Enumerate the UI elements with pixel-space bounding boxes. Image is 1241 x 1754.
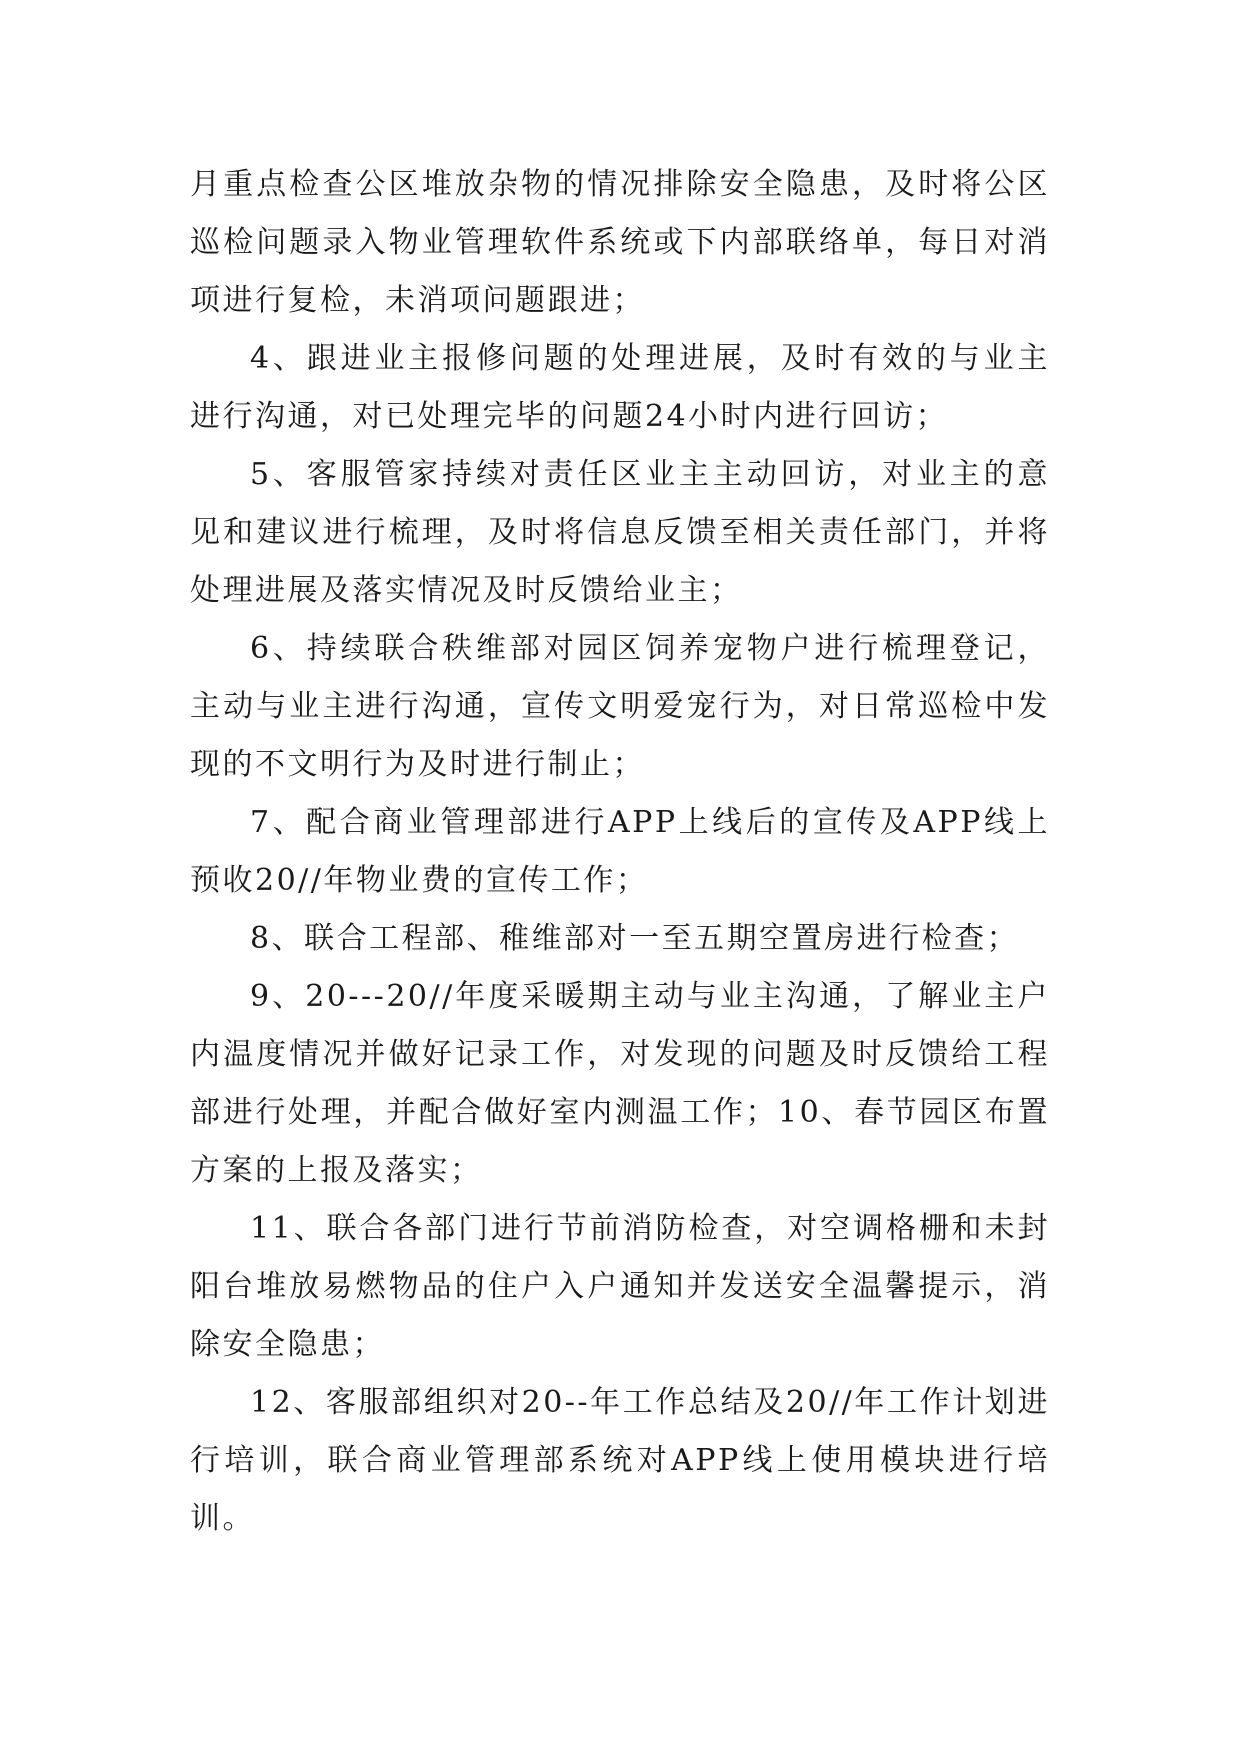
paragraph-item-5: 5、客服管家持续对责任区业主主动回访，对业主的意见和建议进行梳理，及时将信息反馈至相关责任部门，并将处理进展及落实情况及时反馈给业主； (190, 457, 1050, 608)
document-body (190, 156, 1050, 1548)
paragraph-item-6: 6、持续联合秩维部对园区饲养宠物户进行梳理登记，主动与业主进行沟通，宣传文明爱宠行为，对日常巡检中发现的不文明行为及时进行制止； (190, 631, 1050, 782)
paragraph-item-7: 7、配合商业管理部进行APP上线后的宣传及APP线上预收20//年物业费的宣传工作； (190, 805, 1050, 898)
paragraph-item-9-10: 9、20---20//年度采暖期主动与业主沟通，了解业主户内温度情况并做好记录工作，对发现的问题及时反馈给工程部进行处理，并配合做好室内测温工作；10、春节园区布置方案的上报及落实； (190, 979, 1050, 1188)
paragraph-item-8: 8、联合工程部、稚维部对一至五期空置房进行检查； (250, 921, 1020, 956)
paragraph-continuation: 月重点检查公区堆放杂物的情况排除安全隐患，及时将公区巡检问题录入物业管理软件系统或下内部联络单，每日对消项进行复检，未消项问题跟进； (190, 167, 1050, 318)
paragraph-item-12: 12、客服部组织对20--年工作总结及20//年工作计划进行培训，联合商业管理部系统对APP线上使用模块进行培训。 (190, 1385, 1050, 1536)
paragraph-item-11: 11、联合各部门进行节前消防检查，对空调格栅和未封阳台堆放易燃物品的住户入户通知并发送安全温馨提示，消除安全隐患； (190, 1211, 1050, 1362)
paragraph-item-4: 4、跟进业主报修问题的处理进展，及时有效的与业主进行沟通，对已处理完毕的问题24小时内进行回访； (190, 341, 1050, 434)
